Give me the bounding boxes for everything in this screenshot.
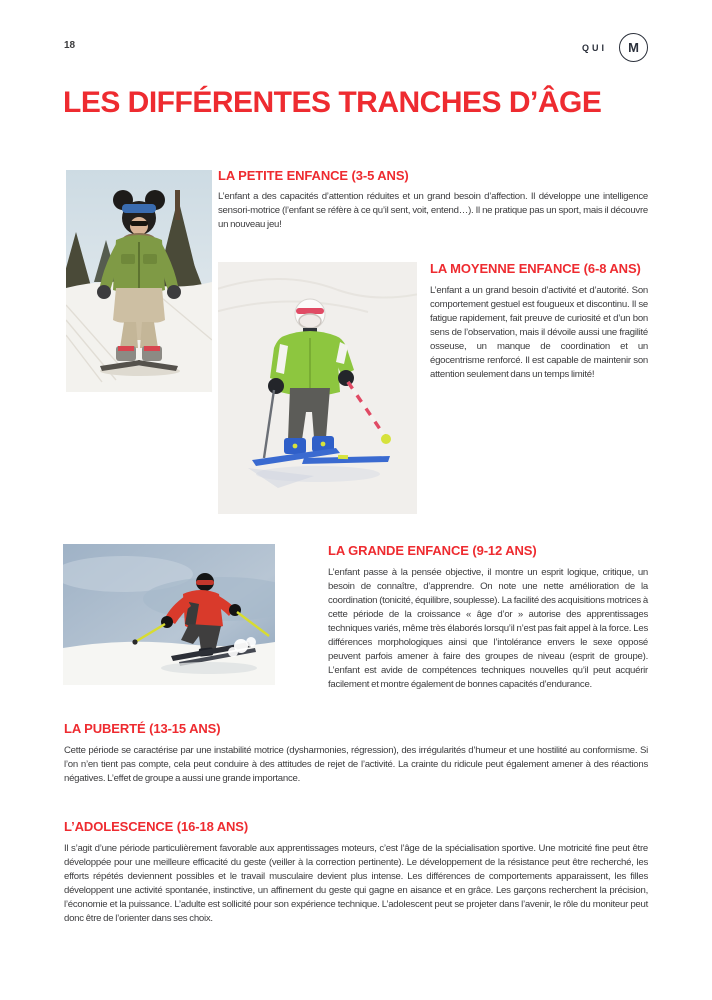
section-body-adolescence: Il s’agit d’une période particulièrement favorable aux apprentissages moteurs, c’est l’âge de la spécialisation sportive. Une motricité fine peut être développée pour une meilleure efficacité du geste (veiller à la correction pertinente). Le développement de la résistance peut être recherché, les efforts répétés deviennent possibles et le travail musculaire devient plus intense. Les différences de comportements apparaissent, les filles développent une activité spontanée, instinctive, un affinement du geste qui gagne en aisance et en grâce. Les garçons recherchent la précision, l’économie et la puissance. L’adulte est sollicité pour son expérience technique. L’adolescent peut se projeter dans l’avenir, le rôle du moniteur peut donc être de l’orienter dans ses choix.: [64, 843, 648, 924]
section-heading-grande-enfance: LA GRANDE ENFANCE (9-12 ANS): [328, 543, 537, 558]
brand-text: QUI: [581, 42, 607, 53]
page-title: LES DIFFÉRENTES TRANCHES D’ÂGE: [63, 86, 602, 119]
section-body-puberte: Cette période se caractérise par une instabilité motrice (dysharmonies, régression), des irrégularités d’humeur et une hostilité au conformisme. Si l’on n’en tient pas compte, cela peut conduire à des attitudes de rejet de l’activité. La crainte du ridicule peut également amener à des réactions négatives. L’effet de groupe a aussi une grande importance.: [64, 745, 648, 784]
section-heading-adolescence: L’ADOLESCENCE (16-18 ANS): [64, 819, 249, 834]
toddler-skier-illustration: [66, 170, 212, 392]
section-body-petite-enfance: L’enfant a des capacités d’attention réduites et un grand besoin d’affection. Il développe une intelligence sensori-motrice (l’enfant se réfère à ce qu’il sent, voit, entend…). Il ne pratique pas un sport, mais il découvre un nouveau jeu!: [218, 191, 648, 230]
header-right: [582, 33, 648, 62]
section-heading-petite-enfance: LA PETITE ENFANCE (3-5 ANS): [218, 168, 409, 183]
carving-skier-illustration: [63, 544, 275, 685]
section-heading-moyenne-enfance: LA MOYENNE ENFANCE (6-8 ANS): [430, 261, 641, 276]
section-body-grande-enfance: L’enfant passe à la pensée objective, il montre un esprit logique, critique, un besoin de connaître, d’apprendre. On note une nette amélioration de la coordination (tonicité, équilibre, souplesse). La facilité des acquisitions motrices à cette période de la croissance « âge d’or » autorise des apprentissages techniques variés, même très élaborés lorsqu’il n’est pas fait appel à la force. Les différences morphologiques ainsi que l’intolérance envers le sexe opposé peuvent parfois amener à faire des groupes de niveau (esprit de groupe). L’enfant est avide de compétences techniques nouvelles qu’il peut acquérir facilement et montre également de bonnes capacités d’endurance.: [328, 567, 648, 690]
page-number: 18: [64, 40, 76, 51]
photo-petite-enfance: [66, 170, 212, 392]
section-heading-puberte: LA PUBERTÉ (13-15 ANS): [64, 721, 221, 736]
photo-grande-enfance: [63, 544, 275, 685]
section-body-moyenne-enfance: L’enfant a un grand besoin d’activité et d’autorité. Son comportement gestuel est fougueux et discontinu. Il se fatigue rapidement, fait preuve de curiosité et d’un bon sens de l’observation, mais il dévoile aussi une fragilité osseuse, un manque de coordination et un égocentrisme renforcé. Il est capable de maintenir son attention seulement dans un temps limité!: [430, 285, 648, 380]
child-snowplough-illustration: [218, 262, 417, 514]
photo-moyenne-enfance: [218, 262, 417, 514]
brand-logo-m-icon: M: [619, 33, 648, 62]
